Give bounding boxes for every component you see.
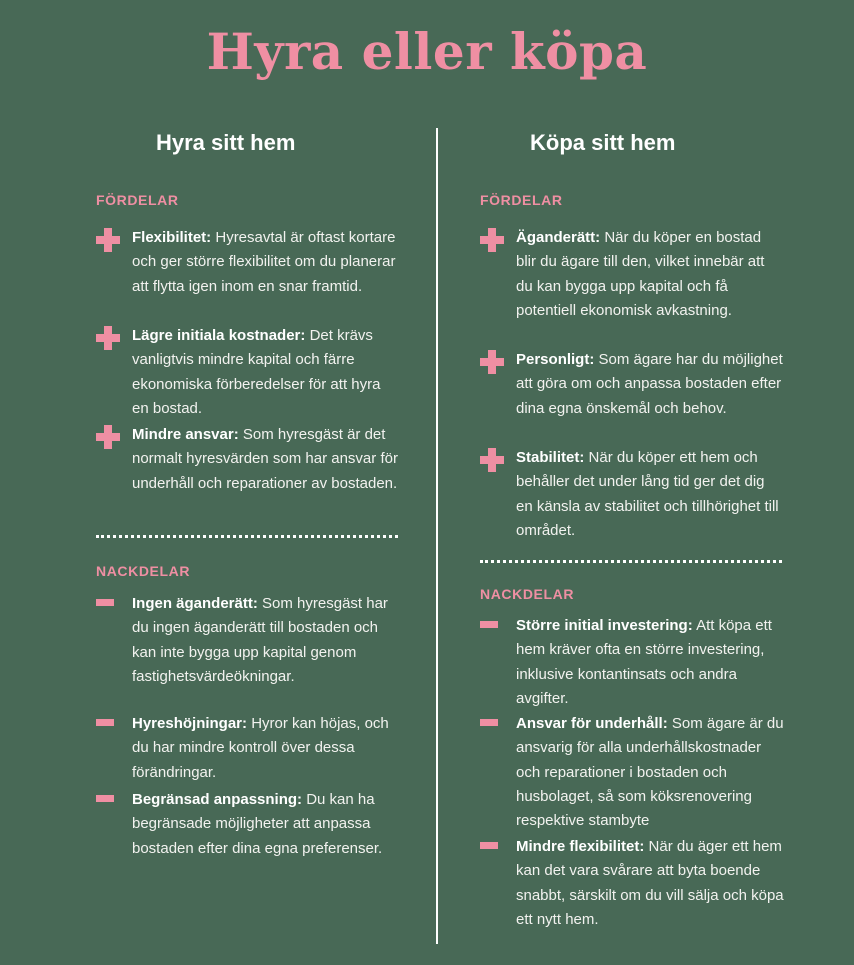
plus-icon: [480, 448, 504, 472]
dotted-separator: [96, 535, 398, 538]
rent-pro-item: [96, 226, 398, 299]
buy-cons-label: NACKDELAR: [480, 586, 575, 602]
item-text: När du äger ett hem kan det vara svårare att byta boende snabbt, särskilt om du vill sälja och köpa ett nytt hem.: [516, 838, 784, 928]
rent-con-item: [96, 788, 398, 861]
plus-icon: [96, 326, 120, 350]
buy-con-item: [480, 712, 784, 833]
column-divider: [436, 128, 438, 944]
minus-icon: [480, 719, 498, 726]
item-title: Ingen äganderätt:: [132, 595, 258, 612]
buy-pros-label: FÖRDELAR: [480, 192, 563, 208]
buy-pro-item: [480, 348, 784, 421]
item-text: När du köper en bostad blir du ägare till den, vilket innebär att du kan bygga upp kapital och få potentiell ekonomisk avkastning.: [516, 229, 765, 319]
item-text: Att köpa ett hem kräver ofta en större investering, inklusive kontantinsats och andra avgifter.: [516, 617, 772, 707]
item-title: Mindre flexibilitet:: [516, 838, 645, 855]
dotted-separator: [480, 560, 782, 563]
rent-con-item: [96, 592, 398, 689]
rent-con-item: [96, 712, 398, 785]
rent-pro-item: [96, 324, 398, 421]
item-text: Som hyresgäst har du ingen äganderätt till bostaden och kan inte bygga upp kapital genom fastighetsvärdeökningar.: [132, 595, 388, 685]
buy-heading: Köpa sitt hem: [530, 130, 676, 155]
item-text: Som ägare har du möjlighet att göra om och anpassa bostaden efter dina egna önskemål och behov.: [516, 351, 783, 417]
plus-icon: [480, 228, 504, 252]
page-title: Hyra eller köpa: [206, 22, 648, 81]
minus-icon: [96, 599, 114, 606]
buy-pro-item: [480, 226, 784, 323]
minus-icon: [480, 621, 498, 628]
item-text: När du köper ett hem och behåller det under lång tid ger det dig en känsla av stabilitet och tillhörighet till området.: [516, 449, 779, 539]
item-title: Mindre ansvar:: [132, 426, 239, 443]
item-text: Som ägare är du ansvarig för alla underhållskostnader och reparationer i bostaden och husbolaget, så som köksrenovering respektive stambyte: [516, 715, 784, 830]
minus-icon: [96, 795, 114, 802]
buy-con-item: [480, 614, 784, 711]
item-title: Flexibilitet:: [132, 229, 212, 246]
item-title: Äganderätt:: [516, 229, 601, 246]
item-title: Lägre initiala kostnader:: [132, 327, 306, 344]
item-title: Ansvar för underhåll:: [516, 715, 668, 732]
item-title: Begränsad anpassning:: [132, 791, 303, 808]
item-title: Hyreshöjningar:: [132, 715, 248, 732]
item-text: Det krävs vanligtvis mindre kapital och färre ekonomiska förberedelser för att hyra en bostad.: [132, 327, 381, 417]
minus-icon: [96, 719, 114, 726]
item-text: Hyror kan höjas, och du har mindre kontroll över dessa förändringar.: [132, 715, 389, 781]
rent-pros-label: FÖRDELAR: [96, 192, 179, 208]
plus-icon: [480, 350, 504, 374]
item-text: Som hyresgäst är det normalt hyresvärden som har ansvar för underhåll och reparationer av bostaden.: [132, 426, 398, 492]
item-title: Större initial investering:: [516, 617, 693, 634]
item-title: Stabilitet:: [516, 449, 585, 466]
item-text: Du kan ha begränsade möjligheter att anpassa bostaden efter dina egna preferenser.: [132, 791, 383, 857]
rent-cons-label: NACKDELAR: [96, 563, 191, 579]
item-title: Personligt:: [516, 351, 595, 368]
plus-icon: [96, 228, 120, 252]
plus-icon: [96, 425, 120, 449]
buy-con-item: [480, 835, 784, 932]
minus-icon: [480, 842, 498, 849]
rent-pro-item: [96, 423, 398, 496]
item-text: Hyresavtal är oftast kortare och ger större flexibilitet om du planerar att flytta igen inom en snar framtid.: [132, 229, 396, 295]
buy-pro-item: [480, 446, 784, 543]
rent-heading: Hyra sitt hem: [156, 130, 296, 155]
